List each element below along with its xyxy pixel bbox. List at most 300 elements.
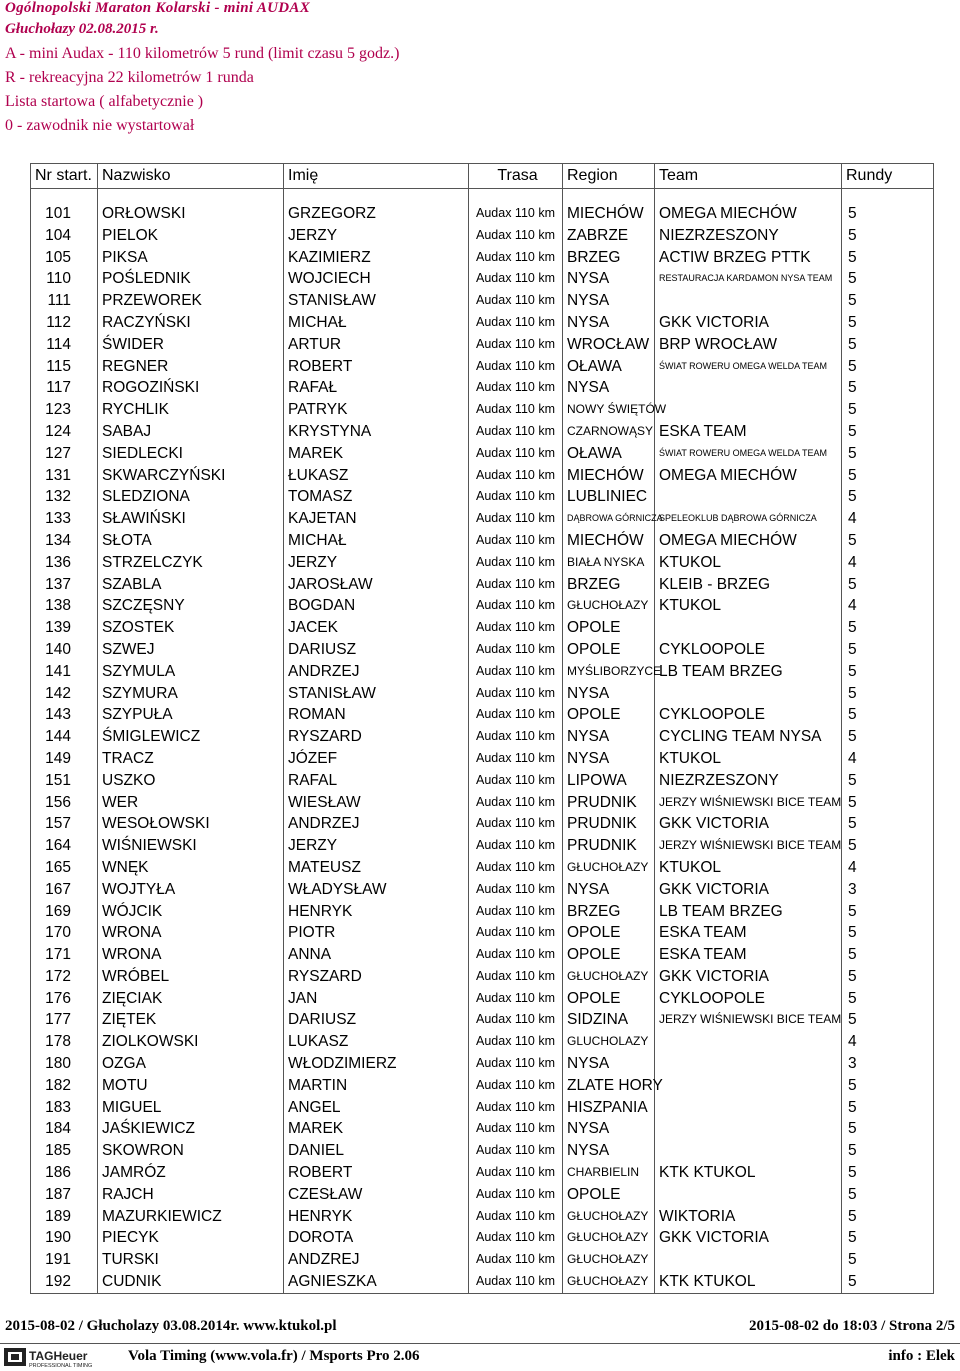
- cell-first-name: BOGDAN: [284, 595, 469, 617]
- cell-team: KTUKOL: [655, 552, 842, 574]
- cell-start-number: 185: [31, 1140, 98, 1162]
- cell-start-number: 190: [31, 1227, 98, 1249]
- cell-first-name: STANISŁAW: [284, 683, 469, 705]
- cell-region: WROCŁAW: [563, 334, 655, 356]
- footer-date-location: 2015-08-02 / Głucholazy 03.08.2014r. www.ktukol.pl: [5, 1318, 337, 1334]
- table-row: [31, 203, 934, 225]
- table-row: [31, 595, 934, 617]
- cell-surname: SŁOTA: [98, 530, 284, 552]
- cell-region: GŁUCHOŁAZY: [563, 1206, 655, 1228]
- cell-first-name: ANDRZEJ: [284, 813, 469, 835]
- cell-region: GŁUCHOŁAZY: [563, 1249, 655, 1271]
- cell-team: GKK VICTORIA: [655, 879, 842, 901]
- cell-first-name: JACEK: [284, 617, 469, 639]
- cell-route: Audax 110 km: [469, 486, 563, 508]
- cell-route: Audax 110 km: [469, 1206, 563, 1228]
- cell-surname: TURSKI: [98, 1249, 284, 1271]
- cell-team: OMEGA MIECHÓW: [655, 530, 842, 552]
- table-row: [31, 661, 934, 683]
- cell-team: KTUKOL: [655, 595, 842, 617]
- cell-laps: 5: [842, 639, 934, 661]
- cell-surname: WÓJCIK: [98, 901, 284, 923]
- cell-route: Audax 110 km: [469, 879, 563, 901]
- cell-start-number: 151: [31, 770, 98, 792]
- cell-surname: WNĘK: [98, 857, 284, 879]
- cell-route: Audax 110 km: [469, 508, 563, 530]
- cell-surname: MAZURKIEWICZ: [98, 1206, 284, 1228]
- table-row: [31, 356, 934, 378]
- cell-surname: WOJTYŁA: [98, 879, 284, 901]
- cell-first-name: ARTUR: [284, 334, 469, 356]
- cell-region: NYSA: [563, 879, 655, 901]
- cell-start-number: 115: [31, 356, 98, 378]
- cell-surname: ROGOZIŃSKI: [98, 377, 284, 399]
- cell-laps: 5: [842, 704, 934, 726]
- cell-first-name: LUKASZ: [284, 1031, 469, 1053]
- table-row: [31, 901, 934, 923]
- cell-region: MIECHÓW: [563, 203, 655, 225]
- cell-first-name: ROMAN: [284, 704, 469, 726]
- cell-laps: 5: [842, 334, 934, 356]
- cell-route: Audax 110 km: [469, 944, 563, 966]
- cell-first-name: JAN: [284, 988, 469, 1010]
- cell-route: Audax 110 km: [469, 748, 563, 770]
- table-row: [31, 879, 934, 901]
- cell-start-number: 143: [31, 704, 98, 726]
- cell-first-name: AGNIESZKA: [284, 1271, 469, 1293]
- cell-laps: 5: [842, 443, 934, 465]
- cell-start-number: 133: [31, 508, 98, 530]
- table-row: [31, 1118, 934, 1140]
- cell-team: [655, 617, 842, 639]
- cell-team: [655, 1053, 842, 1075]
- column-header-first-name: Imię: [284, 164, 469, 189]
- cell-laps: 3: [842, 879, 934, 901]
- cell-laps: 5: [842, 486, 934, 508]
- cell-surname: SZYPUŁA: [98, 704, 284, 726]
- cell-laps: 3: [842, 1053, 934, 1075]
- cell-region: MYŚLIBORZYCE: [563, 661, 655, 683]
- cell-start-number: 137: [31, 574, 98, 596]
- cell-surname: SIEDLECKI: [98, 443, 284, 465]
- cell-team: [655, 1075, 842, 1097]
- cell-region: BRZEG: [563, 247, 655, 269]
- cell-team: OMEGA MIECHÓW: [655, 203, 842, 225]
- cell-surname: SZCZĘSNY: [98, 595, 284, 617]
- cell-start-number: 131: [31, 465, 98, 487]
- logo-tagline: PROFESSIONAL TIMING: [29, 1363, 93, 1369]
- cell-route: Audax 110 km: [469, 399, 563, 421]
- cell-laps: 5: [842, 356, 934, 378]
- cell-laps: 4: [842, 857, 934, 879]
- column-header-surname: Nazwisko: [98, 164, 284, 189]
- table-row: [31, 1075, 934, 1097]
- cell-route: Audax 110 km: [469, 1271, 563, 1293]
- cell-laps: 5: [842, 617, 934, 639]
- cell-surname: ORŁOWSKI: [98, 203, 284, 225]
- table-row: [31, 966, 934, 988]
- cell-first-name: WIESŁAW: [284, 792, 469, 814]
- cell-team: GKK VICTORIA: [655, 312, 842, 334]
- cell-laps: 5: [842, 813, 934, 835]
- cell-region: OPOLE: [563, 704, 655, 726]
- table-row: [31, 770, 934, 792]
- cell-surname: POŚLEDNIK: [98, 268, 284, 290]
- cell-team: [655, 486, 842, 508]
- cell-first-name: MAREK: [284, 1118, 469, 1140]
- cell-first-name: CZESŁAW: [284, 1184, 469, 1206]
- cell-first-name: KRYSTYNA: [284, 421, 469, 443]
- cell-region: NYSA: [563, 377, 655, 399]
- cell-team: WIKTORIA: [655, 1206, 842, 1228]
- table-row: [31, 988, 934, 1010]
- cell-route: Audax 110 km: [469, 726, 563, 748]
- table-row: [31, 922, 934, 944]
- cell-region: GŁUCHOŁAZY: [563, 1271, 655, 1293]
- table-row: [31, 813, 934, 835]
- table-row: [31, 1140, 934, 1162]
- cell-surname: PIKSA: [98, 247, 284, 269]
- cell-route: Audax 110 km: [469, 1249, 563, 1271]
- cell-surname: SABAJ: [98, 421, 284, 443]
- table-row: [31, 574, 934, 596]
- cell-route: Audax 110 km: [469, 901, 563, 923]
- cell-route: Audax 110 km: [469, 356, 563, 378]
- cell-laps: 5: [842, 290, 934, 312]
- table-row: [31, 334, 934, 356]
- cell-start-number: 104: [31, 225, 98, 247]
- cell-surname: WRÓBEL: [98, 966, 284, 988]
- cell-route: Audax 110 km: [469, 1140, 563, 1162]
- cell-start-number: 182: [31, 1075, 98, 1097]
- cell-laps: 5: [842, 922, 934, 944]
- cell-region: BRZEG: [563, 574, 655, 596]
- cell-region: OŁAWA: [563, 356, 655, 378]
- cell-surname: SŁAWIŃSKI: [98, 508, 284, 530]
- table-row: [31, 1227, 934, 1249]
- cell-region: OPOLE: [563, 617, 655, 639]
- cell-laps: 5: [842, 421, 934, 443]
- cell-laps: 5: [842, 312, 934, 334]
- cell-first-name: ANDZREJ: [284, 1249, 469, 1271]
- event-date: Głuchołazy 02.08.2015 r.: [5, 21, 159, 37]
- cell-start-number: 187: [31, 1184, 98, 1206]
- cell-region: OPOLE: [563, 1184, 655, 1206]
- cell-region: NYSA: [563, 683, 655, 705]
- cell-route: Audax 110 km: [469, 530, 563, 552]
- cell-laps: 5: [842, 268, 934, 290]
- cell-start-number: 157: [31, 813, 98, 835]
- cell-surname: PRZEWOREK: [98, 290, 284, 312]
- cell-team: GKK VICTORIA: [655, 966, 842, 988]
- cell-region: NYSA: [563, 748, 655, 770]
- cell-laps: 5: [842, 1097, 934, 1119]
- cell-route: Audax 110 km: [469, 203, 563, 225]
- cell-route: Audax 110 km: [469, 1075, 563, 1097]
- cell-first-name: ŁUKASZ: [284, 465, 469, 487]
- cell-route: Audax 110 km: [469, 770, 563, 792]
- cell-team: [655, 399, 842, 421]
- cell-laps: 5: [842, 1075, 934, 1097]
- cell-laps: 5: [842, 901, 934, 923]
- cell-route: Audax 110 km: [469, 966, 563, 988]
- cell-first-name: STANISŁAW: [284, 290, 469, 312]
- cell-surname: ZIĘTEK: [98, 1009, 284, 1031]
- cell-start-number: 111: [31, 290, 98, 312]
- cell-route: Audax 110 km: [469, 443, 563, 465]
- cell-first-name: MARTIN: [284, 1075, 469, 1097]
- cell-team: NIEZRZESZONY: [655, 225, 842, 247]
- cell-start-number: 134: [31, 530, 98, 552]
- cell-route: Audax 110 km: [469, 595, 563, 617]
- cell-region: NYSA: [563, 726, 655, 748]
- cell-laps: 5: [842, 465, 934, 487]
- cell-laps: 5: [842, 944, 934, 966]
- cell-team: [655, 1031, 842, 1053]
- table-row: [31, 443, 934, 465]
- column-header-laps: Rundy: [842, 164, 934, 189]
- table-row: [31, 421, 934, 443]
- cell-surname: MOTU: [98, 1075, 284, 1097]
- cell-team: KTK KTUKOL: [655, 1271, 842, 1293]
- cell-laps: 5: [842, 530, 934, 552]
- cell-team: [655, 1249, 842, 1271]
- cell-laps: 4: [842, 552, 934, 574]
- cell-surname: USZKO: [98, 770, 284, 792]
- cell-region: LUBLINIEC: [563, 486, 655, 508]
- cell-first-name: ROBERT: [284, 356, 469, 378]
- cell-first-name: MICHAŁ: [284, 530, 469, 552]
- cell-region: NYSA: [563, 312, 655, 334]
- cell-team: KLEIB - BRZEG: [655, 574, 842, 596]
- cell-surname: JAMRÓZ: [98, 1162, 284, 1184]
- cell-start-number: 191: [31, 1249, 98, 1271]
- cell-surname: RAJCH: [98, 1184, 284, 1206]
- cell-start-number: 178: [31, 1031, 98, 1053]
- cell-surname: WER: [98, 792, 284, 814]
- cell-first-name: DOROTA: [284, 1227, 469, 1249]
- cell-region: GŁUCHOŁAZY: [563, 857, 655, 879]
- cell-region: NYSA: [563, 1118, 655, 1140]
- cell-surname: SZABLA: [98, 574, 284, 596]
- cell-first-name: GRZEGORZ: [284, 203, 469, 225]
- cell-start-number: 114: [31, 334, 98, 356]
- cell-team: SPELEOKLUB DĄBROWA GÓRNICZA: [655, 508, 842, 530]
- table-row: [31, 1249, 934, 1271]
- cell-team: CYKLOOPOLE: [655, 704, 842, 726]
- cell-team: CYKLOOPOLE: [655, 988, 842, 1010]
- cell-region: NYSA: [563, 1140, 655, 1162]
- cell-start-number: 105: [31, 247, 98, 269]
- cell-region: OPOLE: [563, 944, 655, 966]
- cell-team: RESTAURACJA KARDAMON NYSA TEAM: [655, 268, 842, 290]
- cell-team: ESKA TEAM: [655, 421, 842, 443]
- cell-team: [655, 1097, 842, 1119]
- cell-region: OPOLE: [563, 922, 655, 944]
- cell-team: ESKA TEAM: [655, 944, 842, 966]
- cell-region: PRUDNIK: [563, 792, 655, 814]
- cell-start-number: 177: [31, 1009, 98, 1031]
- cell-first-name: DARIUSZ: [284, 1009, 469, 1031]
- cell-route: Audax 110 km: [469, 617, 563, 639]
- cell-first-name: RAFAL: [284, 770, 469, 792]
- cell-first-name: JERZY: [284, 225, 469, 247]
- cell-surname: SLEDZIONA: [98, 486, 284, 508]
- cell-start-number: 132: [31, 486, 98, 508]
- cell-laps: 5: [842, 1249, 934, 1271]
- cell-first-name: WŁADYSŁAW: [284, 879, 469, 901]
- cell-laps: 5: [842, 1009, 934, 1031]
- cell-region: ZABRZE: [563, 225, 655, 247]
- table-row: [31, 465, 934, 487]
- cell-laps: 5: [842, 661, 934, 683]
- cell-first-name: DARIUSZ: [284, 639, 469, 661]
- cell-laps: 4: [842, 508, 934, 530]
- footer-info: info : Elek: [888, 1348, 955, 1364]
- cell-region: PRUDNIK: [563, 813, 655, 835]
- cell-start-number: 189: [31, 1206, 98, 1228]
- cell-team: GKK VICTORIA: [655, 1227, 842, 1249]
- cell-region: OPOLE: [563, 639, 655, 661]
- cell-laps: 5: [842, 835, 934, 857]
- table-row: [31, 835, 934, 857]
- cell-route: Audax 110 km: [469, 312, 563, 334]
- cell-route: Audax 110 km: [469, 421, 563, 443]
- cell-surname: WRONA: [98, 944, 284, 966]
- table-row: [31, 552, 934, 574]
- cell-route: Audax 110 km: [469, 639, 563, 661]
- event-title: Ogólnopolski Maraton Kolarski - mini AUDAX: [5, 0, 311, 16]
- cell-laps: 5: [842, 203, 934, 225]
- table-row: [31, 1031, 934, 1053]
- cell-start-number: 136: [31, 552, 98, 574]
- table-row: [31, 1009, 934, 1031]
- cell-first-name: JAROSŁAW: [284, 574, 469, 596]
- cell-laps: 5: [842, 377, 934, 399]
- cell-team: KTUKOL: [655, 748, 842, 770]
- cell-start-number: 141: [31, 661, 98, 683]
- cell-surname: CUDNIK: [98, 1271, 284, 1293]
- cell-team: LB TEAM BRZEG: [655, 661, 842, 683]
- cell-first-name: HENRYK: [284, 901, 469, 923]
- cell-route: Audax 110 km: [469, 268, 563, 290]
- cell-surname: REGNER: [98, 356, 284, 378]
- cell-region: LIPOWA: [563, 770, 655, 792]
- cell-region: OPOLE: [563, 988, 655, 1010]
- cell-start-number: 124: [31, 421, 98, 443]
- cell-route: Audax 110 km: [469, 377, 563, 399]
- cell-start-number: 180: [31, 1053, 98, 1075]
- cell-laps: 4: [842, 595, 934, 617]
- cell-surname: RACZYŃSKI: [98, 312, 284, 334]
- cell-route: Audax 110 km: [469, 661, 563, 683]
- cell-laps: 4: [842, 748, 934, 770]
- cell-first-name: MAREK: [284, 443, 469, 465]
- cell-first-name: JERZY: [284, 835, 469, 857]
- cell-route: Audax 110 km: [469, 857, 563, 879]
- cell-team: ACTIW BRZEG PTTK: [655, 247, 842, 269]
- cell-start-number: 139: [31, 617, 98, 639]
- cell-start-number: 138: [31, 595, 98, 617]
- cell-surname: WRONA: [98, 922, 284, 944]
- table-row: [31, 748, 934, 770]
- footer-divider: [0, 1343, 960, 1344]
- cell-team: JERZY WIŚNIEWSKI BICE TEAM: [655, 835, 842, 857]
- cell-surname: ZIĘCIAK: [98, 988, 284, 1010]
- table-row: [31, 726, 934, 748]
- cell-surname: WIŚNIEWSKI: [98, 835, 284, 857]
- cell-route: Audax 110 km: [469, 1009, 563, 1031]
- cell-first-name: ANDRZEJ: [284, 661, 469, 683]
- cell-start-number: 186: [31, 1162, 98, 1184]
- cell-surname: OZGA: [98, 1053, 284, 1075]
- cell-route: Audax 110 km: [469, 835, 563, 857]
- cell-first-name: JÓZEF: [284, 748, 469, 770]
- cell-region: CHARBIELIN: [563, 1162, 655, 1184]
- cell-first-name: TOMASZ: [284, 486, 469, 508]
- table-row: [31, 1184, 934, 1206]
- cell-start-number: 142: [31, 683, 98, 705]
- cell-first-name: RYSZARD: [284, 966, 469, 988]
- cell-route: Audax 110 km: [469, 574, 563, 596]
- cell-region: GŁUCHOŁAZY: [563, 966, 655, 988]
- cell-team: NIEZRZESZONY: [655, 770, 842, 792]
- cell-team: [655, 1118, 842, 1140]
- cell-start-number: 165: [31, 857, 98, 879]
- cell-route: Audax 110 km: [469, 1184, 563, 1206]
- table-row: [31, 1053, 934, 1075]
- cell-team: CYKLOOPOLE: [655, 639, 842, 661]
- cell-team: KTUKOL: [655, 857, 842, 879]
- table-row: [31, 268, 934, 290]
- cell-first-name: ANGEL: [284, 1097, 469, 1119]
- table-row: [31, 247, 934, 269]
- cell-first-name: MATEUSZ: [284, 857, 469, 879]
- cell-first-name: PATRYK: [284, 399, 469, 421]
- cell-laps: 5: [842, 225, 934, 247]
- cell-surname: SZYMURA: [98, 683, 284, 705]
- table-row: [31, 683, 934, 705]
- cell-team: LB TEAM BRZEG: [655, 901, 842, 923]
- cell-team: [655, 1140, 842, 1162]
- cell-start-number: 144: [31, 726, 98, 748]
- cell-team: [655, 377, 842, 399]
- cell-start-number: 192: [31, 1271, 98, 1293]
- cell-laps: 5: [842, 574, 934, 596]
- cell-start-number: 183: [31, 1097, 98, 1119]
- cell-start-number: 149: [31, 748, 98, 770]
- cell-start-number: 169: [31, 901, 98, 923]
- cell-laps: 5: [842, 683, 934, 705]
- cell-start-number: 117: [31, 377, 98, 399]
- cell-laps: 5: [842, 966, 934, 988]
- cell-region: NOWY ŚWIĘTÓW: [563, 399, 655, 421]
- table-row: [31, 225, 934, 247]
- cell-laps: 5: [842, 1184, 934, 1206]
- cell-region: MIECHÓW: [563, 530, 655, 552]
- table-row: [31, 1206, 934, 1228]
- cell-first-name: WOJCIECH: [284, 268, 469, 290]
- cell-team: GKK VICTORIA: [655, 813, 842, 835]
- cell-laps: 5: [842, 1206, 934, 1228]
- cell-team: JERZY WIŚNIEWSKI BICE TEAM: [655, 792, 842, 814]
- footer-print-time-page: 2015-08-02 do 18:03 / Strona 2/5: [749, 1318, 955, 1334]
- cell-team: CYCLING TEAM NYSA: [655, 726, 842, 748]
- cell-region: PRUDNIK: [563, 835, 655, 857]
- cell-region: GŁUCHOŁAZY: [563, 1227, 655, 1249]
- cell-route: Audax 110 km: [469, 465, 563, 487]
- cell-team: ŚWIAT ROWERU OMEGA WELDA TEAM: [655, 443, 842, 465]
